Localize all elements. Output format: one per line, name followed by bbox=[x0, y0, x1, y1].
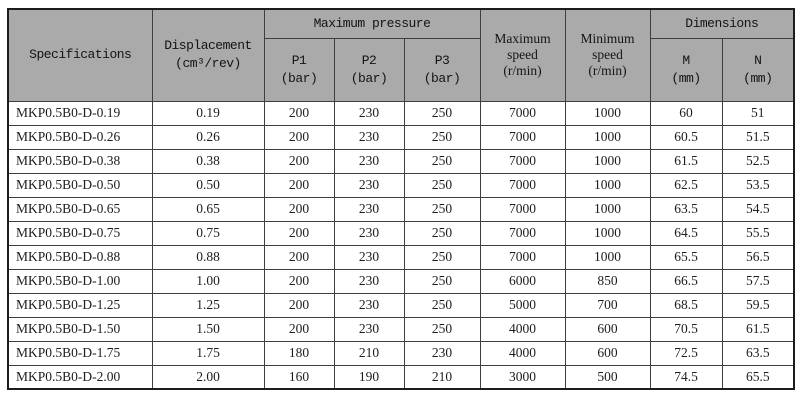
value-cell: 230 bbox=[334, 269, 404, 293]
value-cell: 59.5 bbox=[722, 293, 794, 317]
value-cell: 7000 bbox=[480, 221, 565, 245]
col-header-minimum-speed-line2: speed bbox=[592, 47, 623, 63]
col-header-n-line1: N bbox=[754, 52, 762, 68]
table-row bbox=[8, 101, 794, 125]
value-cell: 0.75 bbox=[152, 221, 264, 245]
col-header-maximum-speed-line3: (r/min) bbox=[503, 63, 542, 79]
value-cell: 1000 bbox=[565, 149, 650, 173]
value-cell: 0.26 bbox=[152, 125, 264, 149]
value-cell: 65.5 bbox=[650, 245, 722, 269]
value-cell: 250 bbox=[404, 269, 480, 293]
value-cell: 1000 bbox=[565, 173, 650, 197]
value-cell: 4000 bbox=[480, 317, 565, 341]
col-header-maximum-speed-line2: speed bbox=[507, 47, 538, 63]
header-row-groups bbox=[8, 9, 794, 38]
value-cell: 250 bbox=[404, 245, 480, 269]
col-header-displacement bbox=[152, 9, 264, 101]
col-header-p1-line2: (bar) bbox=[280, 70, 318, 86]
value-cell: 68.5 bbox=[650, 293, 722, 317]
spec-cell: MKP0.5B0-D-0.65 bbox=[8, 197, 152, 221]
value-cell: 1.00 bbox=[152, 269, 264, 293]
value-cell: 250 bbox=[404, 221, 480, 245]
col-header-p2-line1: P2 bbox=[361, 52, 377, 68]
value-cell: 210 bbox=[334, 341, 404, 365]
table-row bbox=[8, 197, 794, 221]
value-cell: 230 bbox=[334, 101, 404, 125]
table-header bbox=[8, 9, 794, 101]
value-cell: 60.5 bbox=[650, 125, 722, 149]
value-cell: 0.38 bbox=[152, 149, 264, 173]
value-cell: 700 bbox=[565, 293, 650, 317]
value-cell: 61.5 bbox=[650, 149, 722, 173]
table-row bbox=[8, 245, 794, 269]
group-header-dimensions: Dimensions bbox=[650, 9, 794, 38]
value-cell: 230 bbox=[334, 197, 404, 221]
value-cell: 200 bbox=[264, 221, 334, 245]
spec-cell: MKP0.5B0-D-0.38 bbox=[8, 149, 152, 173]
col-header-p3-line2: (bar) bbox=[423, 70, 461, 86]
col-header-m bbox=[650, 38, 722, 101]
value-cell: 230 bbox=[334, 317, 404, 341]
value-cell: 200 bbox=[264, 173, 334, 197]
value-cell: 850 bbox=[565, 269, 650, 293]
value-cell: 4000 bbox=[480, 341, 565, 365]
value-cell: 160 bbox=[264, 365, 334, 389]
col-header-p2-line2: (bar) bbox=[350, 70, 388, 86]
value-cell: 180 bbox=[264, 341, 334, 365]
spec-cell: MKP0.5B0-D-0.50 bbox=[8, 173, 152, 197]
value-cell: 60 bbox=[650, 101, 722, 125]
value-cell: 200 bbox=[264, 245, 334, 269]
col-header-specifications-label: Specifications bbox=[29, 47, 132, 63]
col-header-minimum-speed bbox=[565, 9, 650, 101]
value-cell: 55.5 bbox=[722, 221, 794, 245]
value-cell: 63.5 bbox=[650, 197, 722, 221]
table-body bbox=[8, 101, 794, 389]
value-cell: 250 bbox=[404, 197, 480, 221]
value-cell: 66.5 bbox=[650, 269, 722, 293]
value-cell: 190 bbox=[334, 365, 404, 389]
col-header-p1 bbox=[264, 38, 334, 101]
table-row bbox=[8, 341, 794, 365]
value-cell: 7000 bbox=[480, 149, 565, 173]
spec-table bbox=[7, 8, 795, 390]
value-cell: 230 bbox=[334, 149, 404, 173]
value-cell: 250 bbox=[404, 125, 480, 149]
value-cell: 0.50 bbox=[152, 173, 264, 197]
value-cell: 200 bbox=[264, 293, 334, 317]
value-cell: 54.5 bbox=[722, 197, 794, 221]
col-header-n bbox=[722, 38, 794, 101]
value-cell: 230 bbox=[334, 173, 404, 197]
table-row bbox=[8, 125, 794, 149]
value-cell: 7000 bbox=[480, 173, 565, 197]
spec-cell: MKP0.5B0-D-0.19 bbox=[8, 101, 152, 125]
value-cell: 62.5 bbox=[650, 173, 722, 197]
value-cell: 200 bbox=[264, 317, 334, 341]
col-header-displacement-line1: Displacement bbox=[164, 38, 252, 54]
value-cell: 7000 bbox=[480, 245, 565, 269]
value-cell: 1.75 bbox=[152, 341, 264, 365]
value-cell: 250 bbox=[404, 293, 480, 317]
value-cell: 51 bbox=[722, 101, 794, 125]
value-cell: 74.5 bbox=[650, 365, 722, 389]
col-header-p1-line1: P1 bbox=[291, 52, 307, 68]
value-cell: 7000 bbox=[480, 197, 565, 221]
col-header-minimum-speed-line1: Minimum bbox=[580, 31, 635, 47]
value-cell: 1.50 bbox=[152, 317, 264, 341]
table-row bbox=[8, 293, 794, 317]
value-cell: 0.19 bbox=[152, 101, 264, 125]
value-cell: 1000 bbox=[565, 125, 650, 149]
value-cell: 230 bbox=[334, 221, 404, 245]
col-header-specifications bbox=[8, 9, 152, 101]
value-cell: 7000 bbox=[480, 125, 565, 149]
spec-cell: MKP0.5B0-D-0.26 bbox=[8, 125, 152, 149]
value-cell: 600 bbox=[565, 341, 650, 365]
value-cell: 500 bbox=[565, 365, 650, 389]
value-cell: 52.5 bbox=[722, 149, 794, 173]
value-cell: 250 bbox=[404, 173, 480, 197]
value-cell: 230 bbox=[404, 341, 480, 365]
group-header-maximum-pressure: Maximum pressure bbox=[264, 9, 480, 38]
value-cell: 1.25 bbox=[152, 293, 264, 317]
table-row bbox=[8, 365, 794, 389]
value-cell: 61.5 bbox=[722, 317, 794, 341]
value-cell: 6000 bbox=[480, 269, 565, 293]
value-cell: 1000 bbox=[565, 221, 650, 245]
table-row bbox=[8, 269, 794, 293]
value-cell: 57.5 bbox=[722, 269, 794, 293]
col-header-p2 bbox=[334, 38, 404, 101]
value-cell: 72.5 bbox=[650, 341, 722, 365]
col-header-p3 bbox=[404, 38, 480, 101]
col-header-n-line2: (mm) bbox=[743, 70, 773, 86]
value-cell: 200 bbox=[264, 125, 334, 149]
value-cell: 0.88 bbox=[152, 245, 264, 269]
col-header-minimum-speed-line3: (r/min) bbox=[588, 63, 627, 79]
spec-cell: MKP0.5B0-D-0.88 bbox=[8, 245, 152, 269]
col-header-m-line2: (mm) bbox=[671, 70, 701, 86]
spec-cell: MKP0.5B0-D-2.00 bbox=[8, 365, 152, 389]
value-cell: 53.5 bbox=[722, 173, 794, 197]
value-cell: 63.5 bbox=[722, 341, 794, 365]
value-cell: 5000 bbox=[480, 293, 565, 317]
value-cell: 210 bbox=[404, 365, 480, 389]
spec-cell: MKP0.5B0-D-1.50 bbox=[8, 317, 152, 341]
col-header-m-line1: M bbox=[682, 52, 690, 68]
col-header-p3-line1: P3 bbox=[434, 52, 450, 68]
value-cell: 56.5 bbox=[722, 245, 794, 269]
value-cell: 250 bbox=[404, 149, 480, 173]
value-cell: 65.5 bbox=[722, 365, 794, 389]
value-cell: 600 bbox=[565, 317, 650, 341]
value-cell: 250 bbox=[404, 101, 480, 125]
table-row bbox=[8, 221, 794, 245]
value-cell: 250 bbox=[404, 317, 480, 341]
spec-cell: MKP0.5B0-D-1.25 bbox=[8, 293, 152, 317]
col-header-displacement-line2: (cm³/rev) bbox=[175, 56, 241, 72]
value-cell: 200 bbox=[264, 269, 334, 293]
spec-cell: MKP0.5B0-D-1.75 bbox=[8, 341, 152, 365]
table-row bbox=[8, 317, 794, 341]
value-cell: 64.5 bbox=[650, 221, 722, 245]
value-cell: 0.65 bbox=[152, 197, 264, 221]
value-cell: 70.5 bbox=[650, 317, 722, 341]
value-cell: 1000 bbox=[565, 101, 650, 125]
table-row bbox=[8, 173, 794, 197]
value-cell: 200 bbox=[264, 149, 334, 173]
spec-cell: MKP0.5B0-D-1.00 bbox=[8, 269, 152, 293]
value-cell: 230 bbox=[334, 293, 404, 317]
col-header-maximum-speed-line1: Maximum bbox=[494, 31, 551, 47]
value-cell: 1000 bbox=[565, 197, 650, 221]
value-cell: 2.00 bbox=[152, 365, 264, 389]
value-cell: 1000 bbox=[565, 245, 650, 269]
value-cell: 200 bbox=[264, 101, 334, 125]
value-cell: 230 bbox=[334, 245, 404, 269]
value-cell: 3000 bbox=[480, 365, 565, 389]
value-cell: 230 bbox=[334, 125, 404, 149]
table-row bbox=[8, 149, 794, 173]
spec-cell: MKP0.5B0-D-0.75 bbox=[8, 221, 152, 245]
value-cell: 51.5 bbox=[722, 125, 794, 149]
value-cell: 200 bbox=[264, 197, 334, 221]
col-header-maximum-speed bbox=[480, 9, 565, 101]
value-cell: 7000 bbox=[480, 101, 565, 125]
